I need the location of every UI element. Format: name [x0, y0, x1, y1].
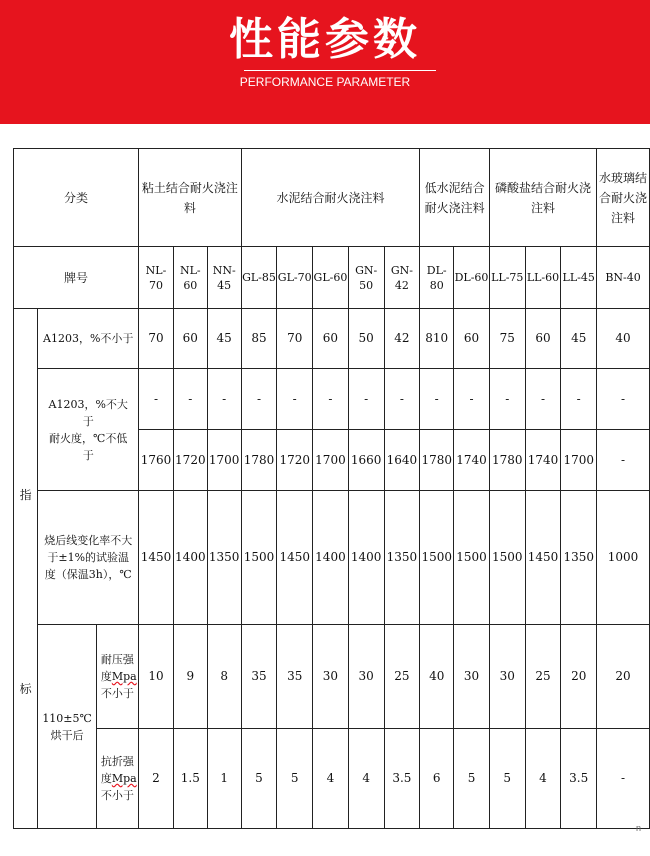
drying-label: 110±5℃烘干后: [38, 625, 97, 829]
flexural-cell: 5: [454, 729, 490, 829]
al2o3-max-cell: -: [139, 369, 174, 430]
compressive-cell: 20: [597, 625, 650, 729]
al2o3-max-cell: -: [454, 369, 490, 430]
flexural-cell: 5: [489, 729, 525, 829]
al2o3-min-cell: 75: [489, 309, 525, 369]
brand-cell: NN-45: [207, 247, 241, 309]
al2o3-max-cell: -: [348, 369, 384, 430]
linear-change-cell: 1400: [313, 491, 349, 625]
linear-change-cell: 1450: [139, 491, 174, 625]
refractoriness-cell: 1700: [207, 430, 241, 491]
flexural-cell: 5: [277, 729, 313, 829]
al2o3-max-cell: -: [241, 369, 277, 430]
flexural-cell: 6: [420, 729, 454, 829]
brand-cell: LL-75: [489, 247, 525, 309]
flexural-cell: 5: [241, 729, 277, 829]
compressive-cell: 9: [173, 625, 207, 729]
al2o3-min-cell: 42: [384, 309, 420, 369]
brand-label: 牌号: [14, 247, 139, 309]
flexural-cell: 2: [139, 729, 174, 829]
linear-change-cell: 1350: [207, 491, 241, 625]
flexural-cell: 3.5: [384, 729, 420, 829]
linear-change-cell: 1500: [241, 491, 277, 625]
compressive-cell: 8: [207, 625, 241, 729]
category-label: 分类: [14, 149, 139, 247]
flexural-cell: 3.5: [561, 729, 597, 829]
flexural-cell: -: [597, 729, 650, 829]
flexural-cell: 1: [207, 729, 241, 829]
compressive-label: [96, 625, 138, 729]
al2o3-min-cell: 45: [561, 309, 597, 369]
brand-cell: NL-60: [173, 247, 207, 309]
refractoriness-cell: 1700: [561, 430, 597, 491]
brand-cell: GL-85: [241, 247, 277, 309]
brand-cell: GL-70: [277, 247, 313, 309]
compressive-cell: 35: [241, 625, 277, 729]
compressive-cell: 25: [525, 625, 561, 729]
brand-cell: GL-60: [313, 247, 349, 309]
compressive-cell: 20: [561, 625, 597, 729]
page-title: 性能参数: [229, 14, 421, 65]
brand-cell: NL-70: [139, 247, 174, 309]
corner-mark: n: [636, 823, 642, 833]
linear-change-cell: 1450: [525, 491, 561, 625]
flexural-label: [96, 729, 138, 829]
refractoriness-cell: 1640: [384, 430, 420, 491]
brand-cell: DL-80: [420, 247, 454, 309]
brand-row: [14, 247, 650, 309]
index-label-1: 指: [19, 487, 32, 502]
refractoriness-cell: 1760: [139, 430, 174, 491]
group-low-cement: 低水泥结合耐火浇注料: [420, 149, 490, 247]
compressive-cell: 30: [454, 625, 490, 729]
compressive-unit: Mpa: [111, 670, 137, 683]
al2o3-min-cell: 60: [173, 309, 207, 369]
al2o3-max-cell: -: [207, 369, 241, 430]
al2o3-min-cell: 40: [597, 309, 650, 369]
refractoriness-cell: 1780: [420, 430, 454, 491]
index-label-2: 标: [19, 681, 32, 696]
compressive-row: [14, 625, 650, 729]
linear-change-cell: 1450: [277, 491, 313, 625]
linear-change-row: [14, 491, 650, 625]
performance-table: [13, 148, 650, 829]
al2o3-min-cell: 60: [454, 309, 490, 369]
flexural-cell: 4: [525, 729, 561, 829]
linear-change-cell: 1500: [489, 491, 525, 625]
header-banner: [0, 0, 650, 124]
linear-change-label: 烧后线变化率不大于±1%的试验温度（保温3h），℃: [38, 491, 139, 625]
refractoriness-cell: 1780: [489, 430, 525, 491]
al2o3-max-cell: -: [525, 369, 561, 430]
flexural-suffix: 不小于: [100, 789, 134, 802]
al2o3-max-row: [14, 369, 650, 430]
flexural-prefix: 抗折强度: [100, 755, 134, 785]
compressive-cell: 25: [384, 625, 420, 729]
brand-cell: GN-42: [384, 247, 420, 309]
brand-cell: DL-60: [454, 247, 490, 309]
al2o3-min-cell: 810: [420, 309, 454, 369]
refractoriness-cell: 1720: [173, 430, 207, 491]
compressive-prefix: 耐压强度: [100, 653, 134, 683]
al2o3-min-cell: 60: [525, 309, 561, 369]
compressive-cell: 30: [348, 625, 384, 729]
flexural-cell: 1.5: [173, 729, 207, 829]
linear-change-cell: 1500: [454, 491, 490, 625]
refractoriness-cell: 1700: [313, 430, 349, 491]
al2o3-min-row: [14, 309, 650, 369]
refractoriness-cell: 1740: [454, 430, 490, 491]
al2o3-max-cell: -: [384, 369, 420, 430]
al2o3-max-cell: -: [173, 369, 207, 430]
al2o3-max-cell: -: [597, 369, 650, 430]
compressive-cell: 30: [313, 625, 349, 729]
al2o3-min-label: A1203，%不小于: [38, 309, 139, 369]
al2o3-max-and-refractoriness-label: [38, 369, 139, 491]
al2o3-max-cell: -: [313, 369, 349, 430]
compressive-cell: 35: [277, 625, 313, 729]
flexural-unit: Mpa: [111, 772, 137, 785]
brand-cell: BN-40: [597, 247, 650, 309]
al2o3-max-label: A1203，%不大于: [48, 397, 128, 428]
al2o3-max-cell: -: [277, 369, 313, 430]
linear-change-cell: 1350: [561, 491, 597, 625]
al2o3-max-cell: -: [561, 369, 597, 430]
flexural-cell: 4: [348, 729, 384, 829]
brand-cell: GN-50: [348, 247, 384, 309]
linear-change-cell: 1400: [348, 491, 384, 625]
al2o3-max-cell: -: [420, 369, 454, 430]
compressive-cell: 10: [139, 625, 174, 729]
linear-change-cell: 1000: [597, 491, 650, 625]
refractoriness-cell: 1720: [277, 430, 313, 491]
al2o3-max-cell: -: [489, 369, 525, 430]
compressive-cell: 40: [420, 625, 454, 729]
linear-change-cell: 1350: [384, 491, 420, 625]
al2o3-min-cell: 70: [277, 309, 313, 369]
compressive-suffix: 不小于: [100, 687, 134, 700]
refractoriness-cell: 1740: [525, 430, 561, 491]
refractoriness-label: 耐火度，℃不低于: [49, 431, 128, 462]
title-divider: [244, 70, 436, 71]
al2o3-min-cell: 45: [207, 309, 241, 369]
linear-change-cell: 1400: [173, 491, 207, 625]
refractoriness-cell: -: [597, 430, 650, 491]
page-subtitle: PERFORMANCE PARAMETER: [239, 75, 411, 89]
al2o3-min-cell: 50: [348, 309, 384, 369]
refractoriness-cell: 1660: [348, 430, 384, 491]
brand-cell: LL-60: [525, 247, 561, 309]
group-clay-bonded: 粘土结合耐火浇注料: [139, 149, 242, 247]
al2o3-min-cell: 85: [241, 309, 277, 369]
al2o3-min-cell: 60: [313, 309, 349, 369]
refractoriness-cell: 1780: [241, 430, 277, 491]
al2o3-min-cell: 70: [139, 309, 174, 369]
brand-cell: LL-45: [561, 247, 597, 309]
index-label-cell: [14, 309, 38, 829]
flexural-cell: 4: [313, 729, 349, 829]
linear-change-cell: 1500: [420, 491, 454, 625]
compressive-cell: 30: [489, 625, 525, 729]
group-header-row: [14, 149, 650, 247]
group-cement-bonded: 水泥结合耐火浇注料: [241, 149, 420, 247]
group-phosphate-bonded: 磷酸盐结合耐火浇注料: [489, 149, 596, 247]
flexural-row: [14, 729, 650, 829]
group-water-glass: 水玻璃结合耐火浇注料: [597, 149, 650, 247]
